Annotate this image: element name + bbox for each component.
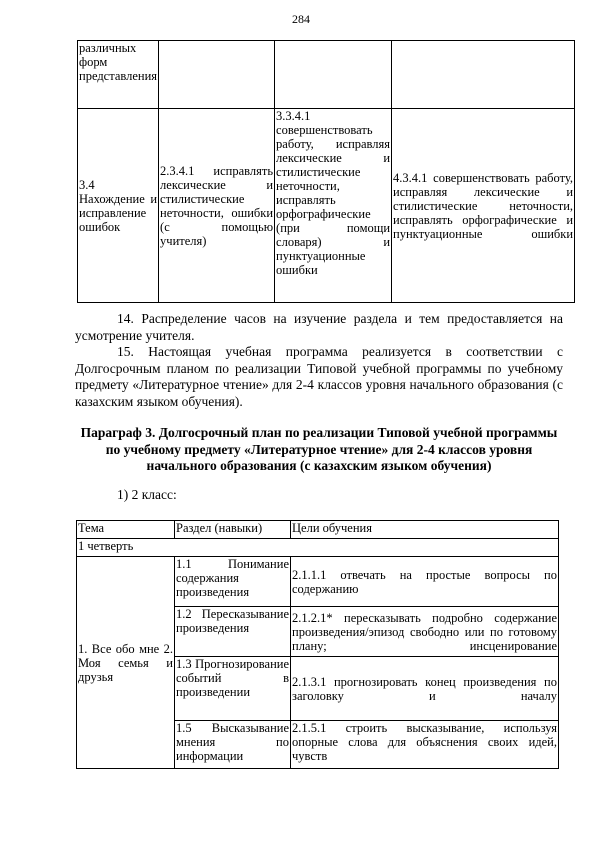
cell-goal-2: 2.3.4.1 исправлять лексические и стилистические неточности, ошибки (с помощью учителя) <box>159 109 275 303</box>
goal-cell: 2.1.2.1* пересказывать подробно содержание произведения/эпизод свободно или по готовому плану; инсценирование <box>291 607 559 657</box>
paragraph-15: 15. Настоящая учебная программа реализуется в соответствии с Долгосрочным планом по реализации Типовой учебной программы по учебному предмету «Литературное чтение» для 2-4 классов уровня начального образования (с казахским языком обучения). <box>75 344 563 409</box>
top-table <box>77 40 575 303</box>
page-number: 284 <box>292 12 310 26</box>
grade-subheading: 1) 2 класс: <box>117 487 177 502</box>
cell-goal-3: 3.3.4.1 совершенствовать работу, исправляя лексические и стилистические неточности, исправлять орфографические (при помощи словаря) и пунктуационные ошибки <box>275 109 392 303</box>
section-cell: 1.1 Понимание содержания произведения <box>175 557 291 607</box>
cell-empty <box>159 41 275 109</box>
section-cell: 1.5 Высказывание мнения по информации <box>175 721 291 769</box>
long-term-plan-table <box>76 520 559 769</box>
cell-forms: различных форм представления <box>78 41 159 109</box>
header-section: Раздел (навыки) <box>175 521 291 539</box>
goal-cell: 2.1.3.1 прогнозировать конец произведения по заголовку и началу <box>291 657 559 721</box>
paragraph-14: 14. Распределение часов на изучение раздела и тем предоставляется на усмотрение учителя. <box>75 311 563 343</box>
section-heading: Параграф 3. Долгосрочный план по реализации Типовой учебной программы по учебному предмету «Литературное чтение» для 2-4 классов уровня начального образования (с казахским языком обучения) <box>80 425 558 473</box>
header-goals: Цели обучения <box>291 521 559 539</box>
goal-cell: 2.1.5.1 строить высказывание, используя опорные слова для объяснения своих идей, чувств <box>291 721 559 769</box>
goal-cell: 2.1.1.1 отвечать на простые вопросы по содержанию <box>291 557 559 607</box>
theme-cell: 1. Все обо мне 2. Моя семья и друзья <box>77 557 175 769</box>
section-cell: 1.3 Прогнозирование событий в произведении <box>175 657 291 721</box>
cell-goal-4: 4.3.4.1 совершенствовать работу, исправляя лексические и стилистические неточности, исправлять орфографические и пунктуационные ошибки <box>392 109 575 303</box>
cell-empty <box>275 41 392 109</box>
cell-empty <box>392 41 575 109</box>
section-cell: 1.2 Пересказывание произведения <box>175 607 291 657</box>
header-theme: Тема <box>77 521 175 539</box>
cell-skill-3-4: 3.4 Нахождение и исправление ошибок <box>78 109 159 303</box>
quarter-label: 1 четверть <box>77 539 559 557</box>
